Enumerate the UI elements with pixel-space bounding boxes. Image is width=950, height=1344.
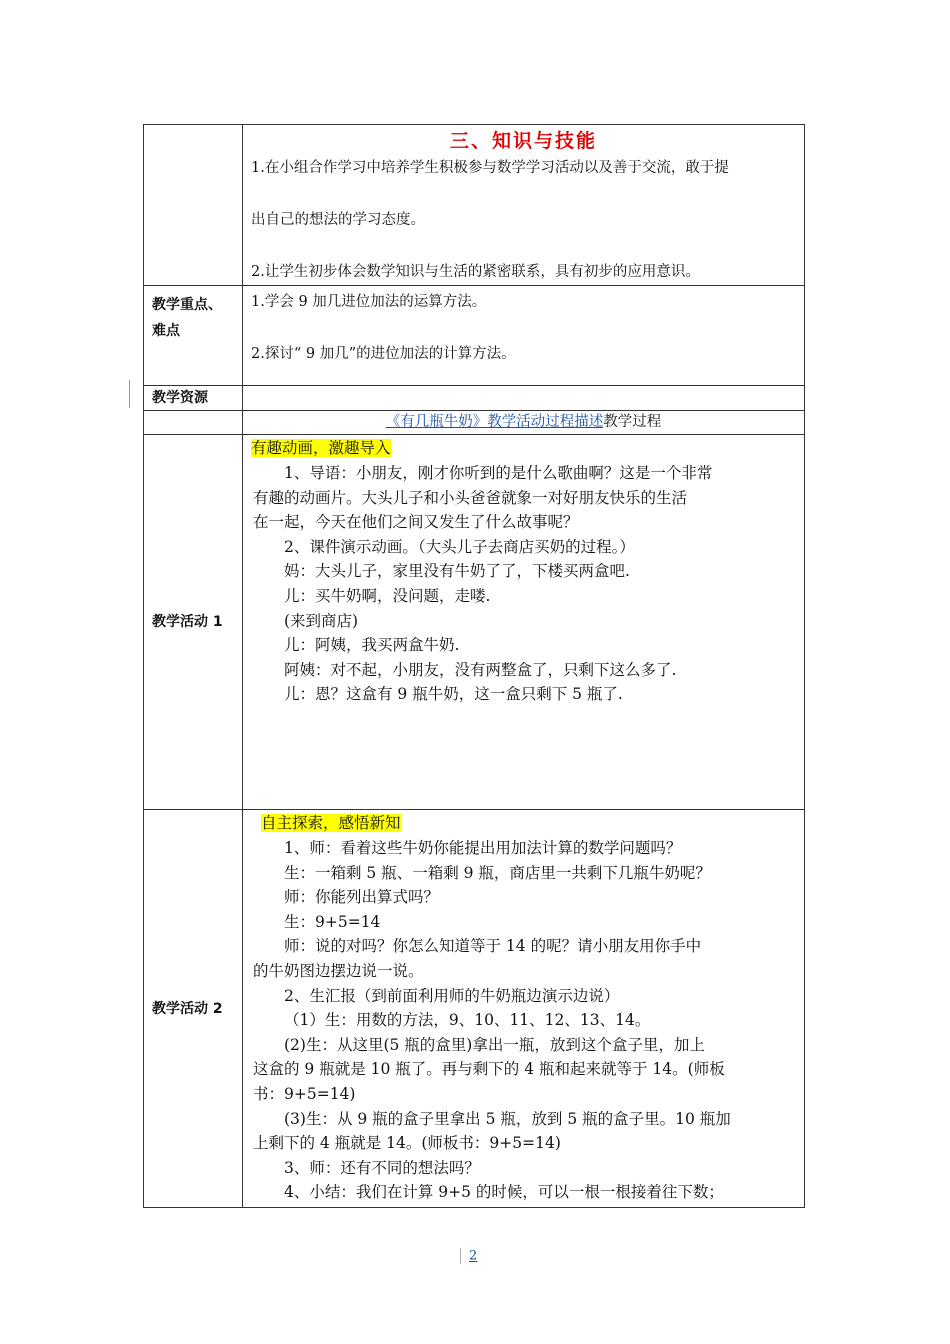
- text-line: 妈：大头儿子，家里没有牛奶了了，下楼买两盒吧.: [284, 562, 630, 581]
- label-line: 教学重点、: [152, 297, 222, 313]
- resources-label: 教学资源: [144, 386, 243, 411]
- process-suffix: 教学过程: [603, 414, 662, 430]
- text-line: (2)生：从这里(5 瓶的盒里)拿出一瓶，放到这个盒子里，加上: [284, 1035, 705, 1054]
- text-line: 儿：阿姨，我买两盒牛奶.: [284, 636, 460, 655]
- text-line: 上剩下的 4 瓶就是 14。(师板书：9+5=14): [253, 1134, 561, 1153]
- text-line: 阿姨：对不起，小朋友，没有两整盒了，只剩下这么多了.: [284, 660, 677, 679]
- table-row: [144, 125, 805, 286]
- empty-label-cell: [144, 125, 243, 286]
- text-line: 师：说的对吗？你怎么知道等于 14 的呢？请小朋友用你手中: [284, 937, 702, 956]
- table-row: [144, 435, 805, 810]
- key-point-line: 2.探讨“ 9 加几”的进位加法的计算方法。: [251, 346, 516, 362]
- process-header-cell: [243, 411, 805, 435]
- text-line: 在一起，今天在他们之间又发生了什么故事呢？: [253, 513, 579, 532]
- text-line: 儿：买牛奶啊，没问题，走喽.: [284, 586, 491, 605]
- text-line: 生：一箱剩 5 瓶、一箱剩 9 瓶，商店里一共剩下几瓶牛奶呢？: [284, 863, 711, 882]
- text-line: 儿：恩？这盒有 9 瓶牛奶，这一盒只剩下 5 瓶了.: [284, 685, 623, 704]
- text-cursor: [129, 380, 130, 408]
- text-line: 1、师：看着这些牛奶你能提出用加法计算的数学问题吗？: [284, 839, 682, 857]
- text-line: （1）生：用数的方法，9、10、11、12、13、14。: [284, 1011, 651, 1030]
- table-row: [144, 286, 805, 386]
- objective-line: 出自己的想法的学习态度。: [251, 212, 425, 228]
- text-line: 的牛奶图边摆边说一说。: [253, 961, 424, 980]
- objective-line: 1.在小组合作学习中培养学生积极参与数学学习活动以及善于交流，敢于提: [251, 160, 729, 176]
- text-line: 有趣的动画片。大头儿子和小头爸爸就象一对好朋友快乐的生活: [253, 488, 688, 507]
- text-line: 这盒的 9 瓶就是 10 瓶了。再与剩下的 4 瓶和起来就等于 14。(师板: [253, 1060, 725, 1079]
- page-number[interactable]: 2: [469, 1248, 478, 1264]
- activity1-cell: [243, 435, 805, 810]
- text-line: 2、生汇报（到前面利用师的牛奶瓶边演示边说）: [284, 986, 620, 1005]
- empty-label-cell: [144, 411, 243, 435]
- objectives-cell: [243, 125, 805, 286]
- text-line: 2、课件演示动画。（大头儿子去商店买奶的过程。）: [284, 537, 635, 556]
- key-point-line: 1.学会 9 加几进位加法的运算方法。: [251, 294, 487, 310]
- activity2-cell: [243, 810, 805, 1208]
- table-row: [144, 386, 805, 411]
- text-line: 1、导语：小朋友，刚才你听到的是什么歌曲啊？这是一个非常: [284, 464, 713, 482]
- section-title: 三、知识与技能: [449, 130, 597, 152]
- table-row: [144, 411, 805, 435]
- activity1-label: 教学活动 1: [144, 435, 243, 810]
- text-line: 生：9+5=14: [284, 912, 381, 931]
- footer-divider: [460, 1248, 461, 1264]
- table-row: [144, 810, 805, 1208]
- activity2-label: 教学活动 2: [144, 810, 243, 1208]
- activity1-body: [243, 461, 804, 707]
- process-link[interactable]: 《有几瓶牛奶》教学活动过程描述: [385, 414, 604, 430]
- text-line: 师：你能列出算式吗？: [284, 888, 440, 907]
- text-line: 3、师：还有不同的想法吗？: [284, 1158, 480, 1177]
- page-footer: [460, 1248, 477, 1264]
- activity2-body: [243, 836, 804, 1205]
- resources-value: [243, 386, 805, 411]
- text-line: (来到商店): [284, 611, 359, 630]
- label-line: 难点: [152, 323, 180, 339]
- key-points-label: [144, 286, 243, 386]
- text-line: 4、小结：我们在计算 9+5 的时候，可以一根一根接着往下数；: [284, 1183, 724, 1202]
- lesson-plan-table: [143, 124, 805, 1208]
- text-line: 书：9+5=14): [253, 1084, 356, 1103]
- objective-line: 2.让学生初步体会数学知识与生活的紧密联系，具有初步的应用意识。: [251, 264, 700, 280]
- text-line: (3)生：从 9 瓶的盒子里拿出 5 瓶，放到 5 瓶的盒子里。10 瓶加: [284, 1109, 731, 1128]
- activity1-heading: 有趣动画，激趣导入: [251, 439, 391, 457]
- activity2-heading: 自主探索，感悟新知: [261, 814, 401, 832]
- key-points-cell: [243, 286, 805, 386]
